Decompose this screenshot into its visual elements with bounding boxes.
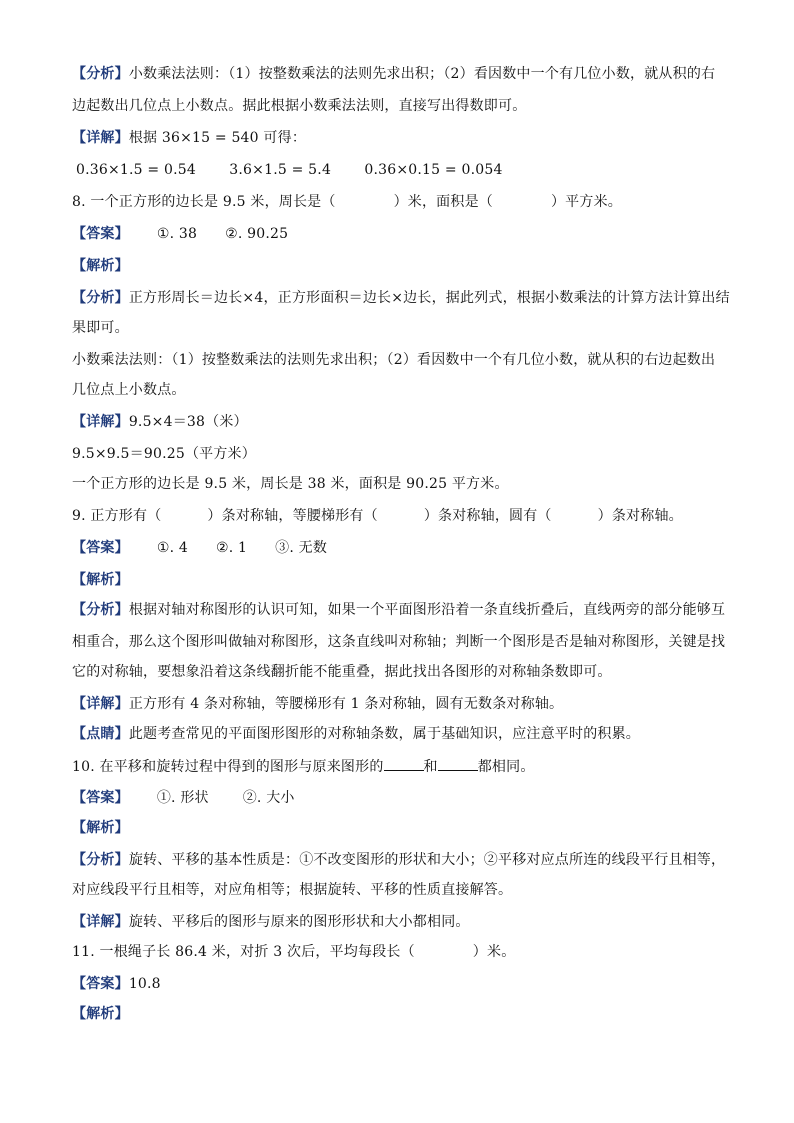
detail-text: 9.5×4＝38（米） — [128, 414, 248, 430]
answer-tag: 【答案】 — [72, 976, 129, 992]
answer-8 — [72, 224, 288, 244]
blank-2 — [438, 756, 478, 771]
q9-post: ）条对称轴。 — [597, 508, 683, 524]
explain-tag: 【解析】 — [72, 1006, 129, 1022]
analysis-9-cont — [72, 632, 725, 652]
analysis-8 — [72, 288, 730, 308]
q11-pre: 11. 一根绳子长 86.4 米，对折 3 次后，平均每段长（ — [72, 944, 415, 960]
analysis-tag: 【分析】 — [72, 290, 129, 306]
detail-tag: 【详解】 — [72, 130, 129, 146]
explain-10 — [72, 818, 129, 838]
explain-tag: 【解析】 — [72, 258, 129, 274]
answer-value-1: ①. 38 — [156, 226, 198, 242]
analysis-text: 果即可。 — [72, 320, 129, 336]
question-9 — [72, 506, 683, 526]
answer-9 — [72, 538, 327, 558]
detail-text: 正方形有 4 条对称轴，等腰梯形有 1 条对称轴，圆有无数条对称轴。 — [128, 696, 564, 712]
detail-8-conclusion — [72, 474, 509, 494]
answer-value-3: ③. 无数 — [275, 540, 328, 556]
analysis-8-rule-cont — [72, 380, 186, 400]
detail-9 — [72, 694, 563, 714]
analysis-text: 相重合，那么这个图形叫做轴对称图形，这条直线叫对称轴；判断一个图形是否是轴对称图形，关键是找 — [72, 634, 726, 650]
detail-text: 旋转、平移后的图形与原来的图形形状和大小都相同。 — [128, 914, 470, 930]
q10-pre: 10. 在平移和旋转过程中得到的图形与原来图形的 — [72, 759, 384, 775]
q9-pre: 9. 正方形有（ — [72, 508, 162, 524]
remark-text: 此题考查常见的平面图形图形的对称轴条数，属于基础知识，应注意平时的积累。 — [128, 726, 641, 742]
question-11 — [72, 942, 515, 962]
detail-text: 根据 36×15 = 540 可得： — [128, 130, 307, 146]
q10-post: 都相同。 — [477, 759, 535, 775]
answer-value-2: ②. 大小 — [242, 790, 295, 806]
analysis-9 — [72, 600, 725, 620]
analysis-10-cont — [72, 880, 512, 900]
remark-tag: 【点睛】 — [72, 726, 129, 742]
analysis-tag: 【分析】 — [72, 602, 129, 618]
question-8 — [72, 192, 622, 212]
q9-mid2: ）条对称轴，圆有（ — [423, 508, 552, 524]
explain-8 — [72, 256, 129, 276]
q8-mid: ）米，面积是（ — [393, 194, 493, 210]
answer-value-1: ①. 4 — [156, 540, 188, 556]
q11-post: ）米。 — [472, 944, 516, 960]
answer-value: 10.8 — [128, 976, 161, 992]
question-10 — [72, 756, 535, 777]
analysis-text: 旋转、平移的基本性质是：①不改变图形的形状和大小；②平移对应点所连的线段平行且相等， — [128, 852, 726, 868]
blank-1 — [384, 756, 424, 771]
calc-b: 3.6×1.5 = 5.4 — [229, 162, 332, 178]
analysis-text: 边起数出几位点上小数点。据此根据小数乘法法则，直接写出得数即可。 — [72, 98, 527, 114]
detail-text: 9.5×9.5＝90.25（平方米） — [72, 446, 256, 462]
q8-post: ）平方米。 — [550, 194, 622, 210]
detail-8-area — [72, 444, 256, 464]
analysis-line — [72, 64, 715, 84]
answer-value-2: ②. 90.25 — [225, 226, 289, 242]
analysis-text: 对应线段平行且相等，对应角相等；根据旋转、平移的性质直接解答。 — [72, 882, 513, 898]
analysis-text: 正方形周长＝边长×4，正方形面积＝边长×边长，据此列式，根据小数乘法的计算方法计算出结 — [128, 290, 730, 306]
detail-tag: 【详解】 — [72, 414, 129, 430]
analysis-text: 它的对称轴，要想象沿着这条线翻折能不能重叠，据此找出各图形的对称轴条数即可。 — [72, 664, 612, 680]
detail-10 — [72, 912, 470, 932]
analysis-8-rule — [72, 350, 715, 370]
explain-11 — [72, 1004, 129, 1024]
answer-value-1: ①. 形状 — [156, 790, 209, 806]
calc-a: 0.36×1.5 = 0.54 — [76, 162, 196, 178]
q8-pre: 8. 一个正方形的边长是 9.5 米，周长是（ — [72, 194, 336, 210]
analysis-tag: 【分析】 — [72, 66, 129, 82]
answer-value-2: ②. 1 — [215, 540, 248, 556]
detail-tag: 【详解】 — [72, 696, 129, 712]
q10-mid: 和 — [423, 759, 438, 775]
analysis-text: 小数乘法法则：（1）按整数乘法的法则先求出积；（2）看因数中一个有几位小数，就从积的右 — [128, 66, 716, 82]
answer-10 — [72, 788, 295, 808]
calc-line — [76, 160, 503, 180]
analysis-10 — [72, 850, 725, 870]
explain-9 — [72, 570, 129, 590]
analysis-text: 几位点上小数点。 — [72, 382, 186, 398]
detail-line — [72, 128, 306, 148]
analysis-8-cont — [72, 318, 129, 338]
calc-c: 0.36×0.15 = 0.054 — [364, 162, 503, 178]
q9-mid1: ）条对称轴，等腰梯形有（ — [207, 508, 378, 524]
answer-tag: 【答案】 — [72, 226, 129, 242]
analysis-text: 小数乘法法则：（1）按整数乘法的法则先求出积；（2）看因数中一个有几位小数，就从积的右边起数出 — [72, 352, 716, 368]
explain-tag: 【解析】 — [72, 820, 129, 836]
answer-tag: 【答案】 — [72, 790, 129, 806]
detail-tag: 【详解】 — [72, 914, 129, 930]
answer-tag: 【答案】 — [72, 540, 129, 556]
remark-9 — [72, 724, 640, 744]
analysis-line-cont — [72, 96, 526, 116]
analysis-text: 根据对轴对称图形的认识可知，如果一个平面图形沿着一条直线折叠后，直线两旁的部分能够互 — [128, 602, 726, 618]
explain-tag: 【解析】 — [72, 572, 129, 588]
answer-11 — [72, 974, 161, 994]
analysis-tag: 【分析】 — [72, 852, 129, 868]
detail-text: 一个正方形的边长是 9.5 米，周长是 38 米，面积是 90.25 平方米。 — [72, 476, 509, 492]
analysis-9-cont2 — [72, 662, 612, 682]
detail-8 — [72, 412, 248, 432]
